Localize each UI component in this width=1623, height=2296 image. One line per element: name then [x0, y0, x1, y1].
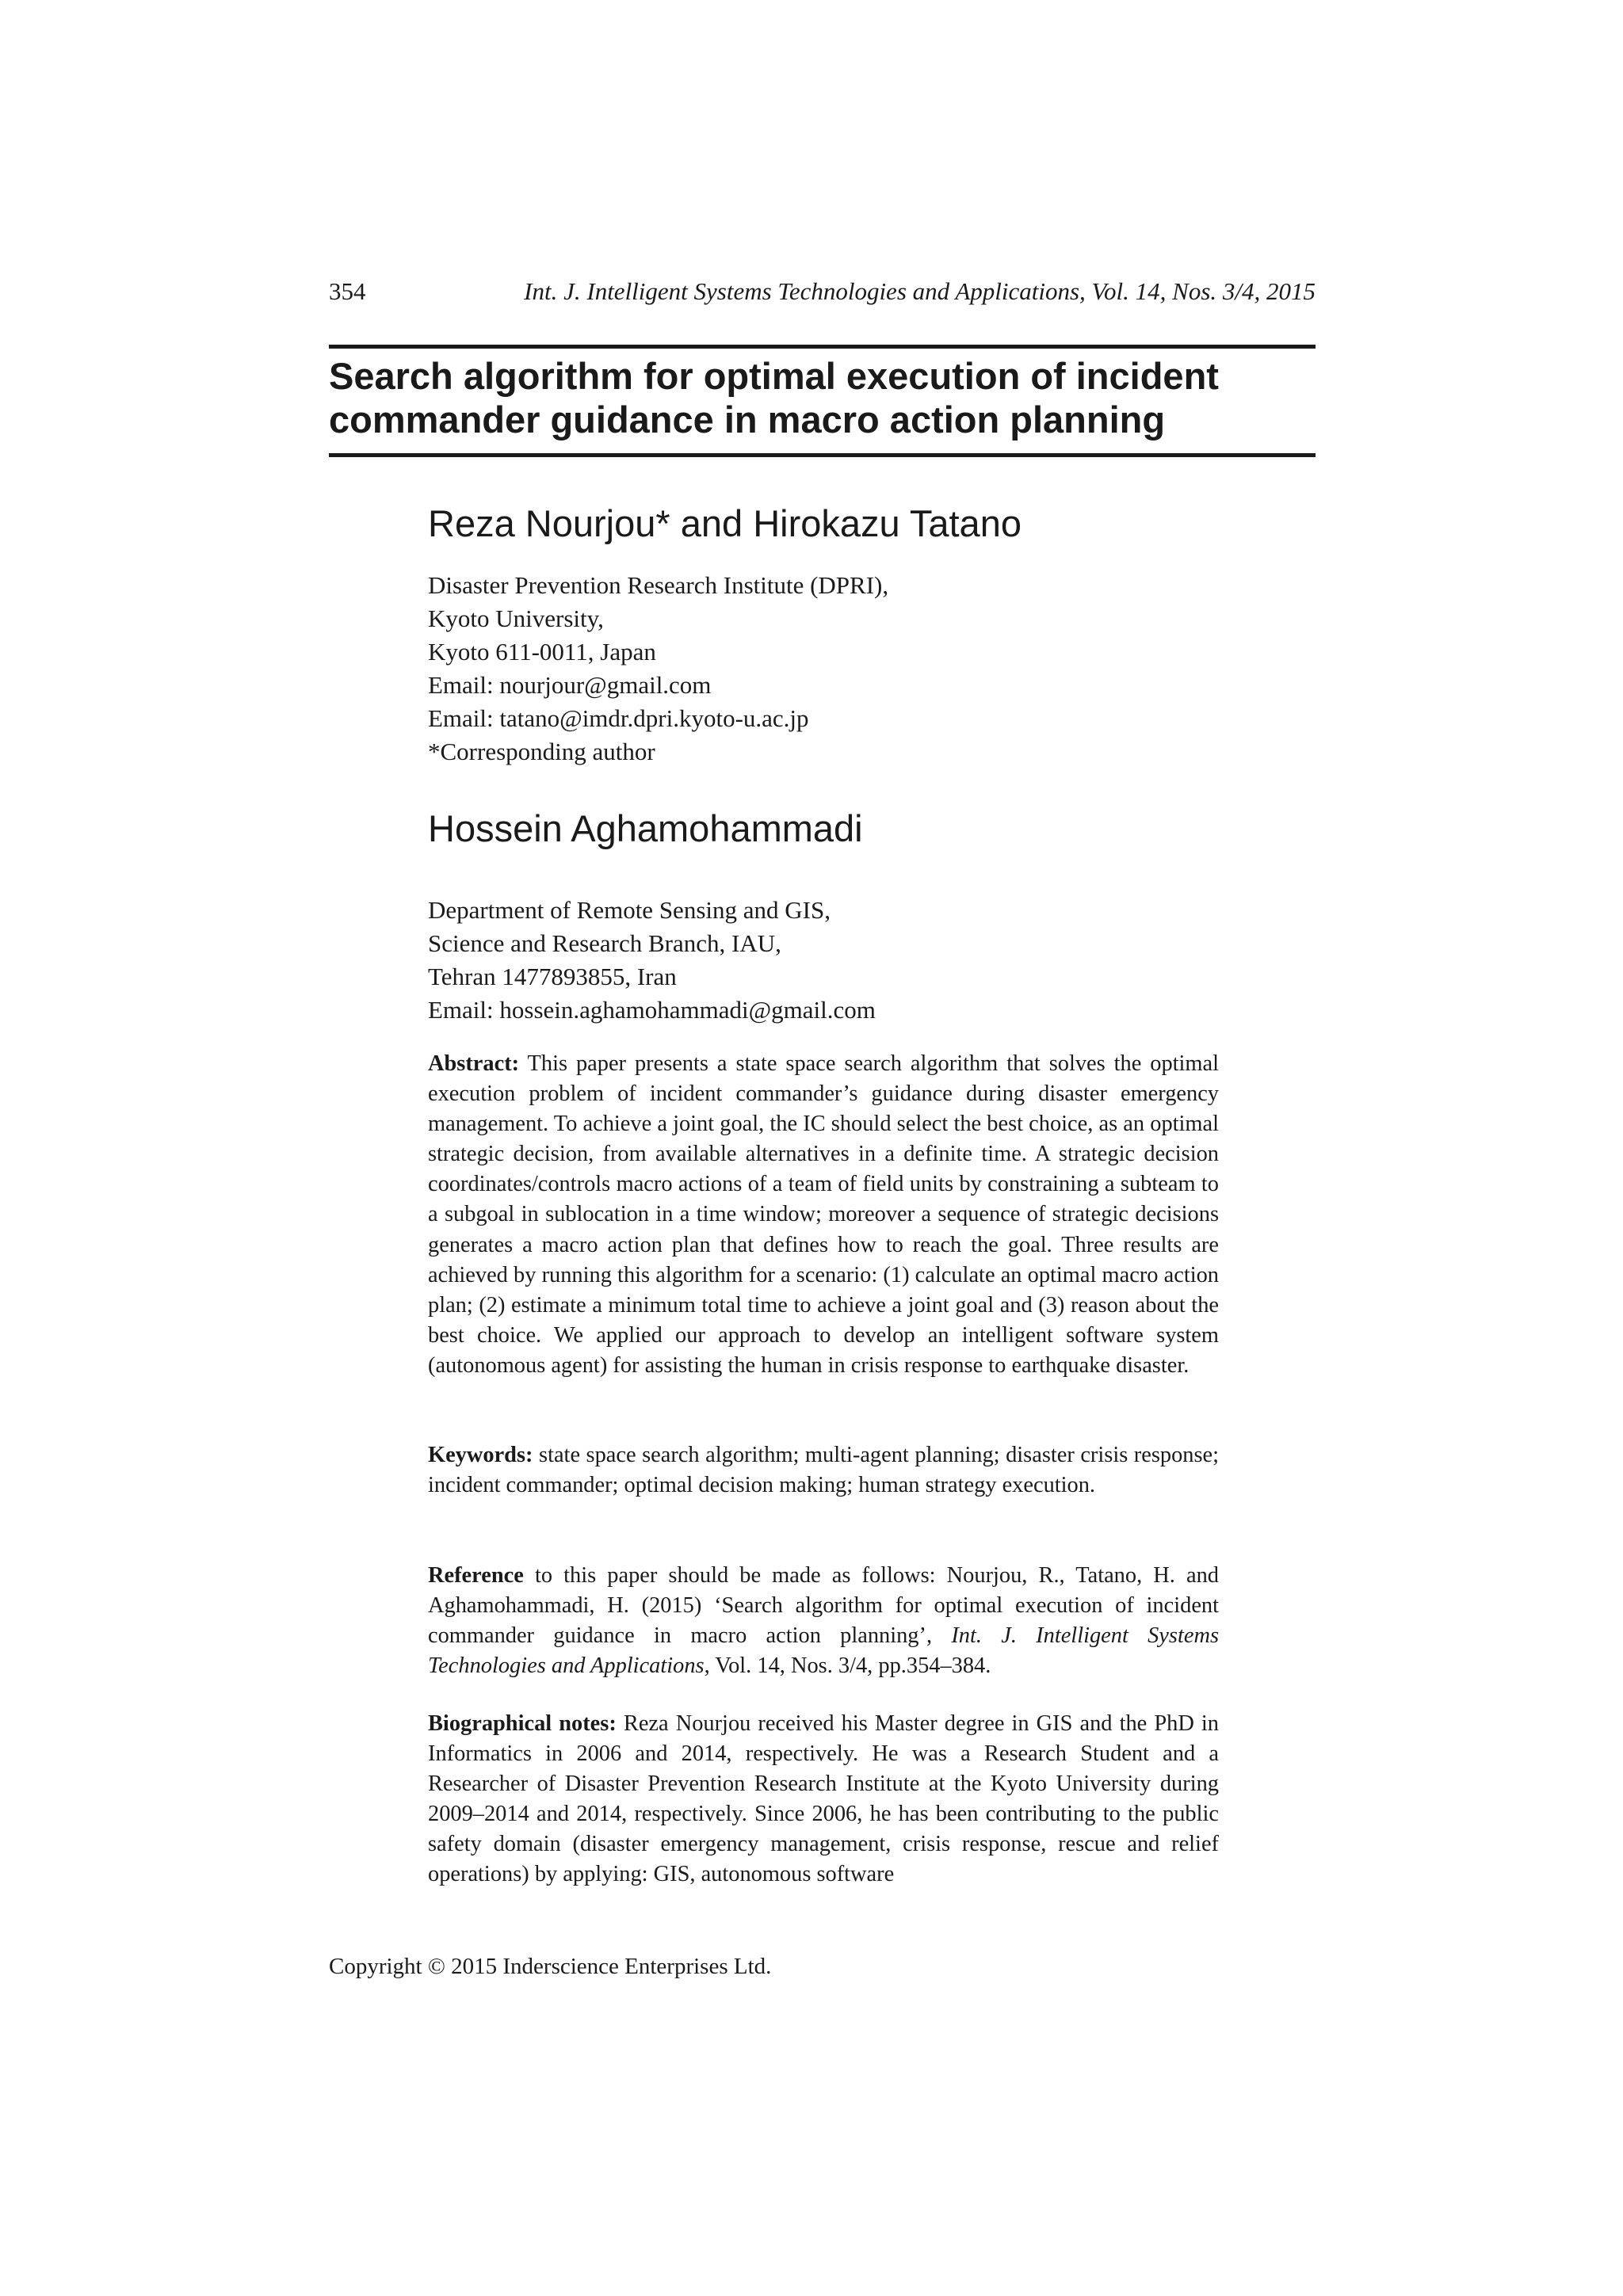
paper-title — [329, 354, 1316, 441]
affiliation-line: Disaster Prevention Research Institute (DPRI), — [428, 571, 889, 599]
author-block-2 — [428, 805, 1220, 1027]
keywords-label: Keywords: — [428, 1443, 533, 1467]
author-email: Email: hossein.aghamohammadi@gmail.com — [428, 996, 876, 1024]
bio-text: Reza Nourjou received his Master degree in GIS and the PhD in Informatics in 2006 and 2014, respectively. He was a Research Student and a Researcher of Disaster Prevention Research Institute at the Kyoto University during 2009–2014 and 2014, respectively. Since 2006, he has been contributing to the public safety domain (disaster emergency management, crisis response, rescue and relief operations) by applying: GIS, autonomous software — [428, 1711, 1219, 1887]
reference-note — [428, 1561, 1219, 1681]
author-block-1 — [428, 500, 1220, 769]
affiliation-line: Kyoto 611-0011, Japan — [428, 638, 656, 666]
title-bottom-rule — [329, 453, 1316, 457]
reference-label: Reference — [428, 1563, 524, 1588]
affiliation-line: Science and Research Branch, IAU, — [428, 929, 781, 957]
abstract-text: This paper presents a state space search algorithm that solves the optimal execution problem of incident commander’s guidance during disaster emergency management. To achieve a joint goal, the IC should select the best choice, as an optimal strategic decision, from available alternatives in a definite time. A strategic decision coordinates/controls macro actions of a team of field units by constraining a subteam to a subgoal in sublocation in a time window; moreover a sequence of strategic decisions generates a macro action plan that defines how to reach the goal. Three results are achieved by running this algorithm for a scenario: (1) calculate an optimal macro action plan; (2) estimate a minimum total time to achieve a joint goal and (3) reason about the best choice. We applied our approach to develop an intelligent software system (autonomous agent) for assisting the human in crisis response to earthquake disaster. — [428, 1051, 1219, 1378]
journal-citation: Int. J. Intelligent Systems Technologies and Applications, Vol. 14, Nos. 3/4, 2015 — [524, 277, 1316, 305]
abstract — [428, 1049, 1219, 1381]
author-email: Email: nourjour@gmail.com — [428, 671, 712, 699]
title-top-rule — [329, 345, 1316, 349]
reference-text: to this paper should be made as follows: Nourjou, R., Tatano, H. and Aghamohammadi, H. (2015) ‘Search algorithm for optimal execution of incident commander guidance in macro action planning’, — [428, 1563, 1219, 1649]
affiliation-line: Tehran 1477893855, Iran — [428, 963, 677, 990]
biographical-notes — [428, 1709, 1219, 1890]
author-names: Hossein Aghamohammadi — [428, 807, 863, 849]
affiliation-line: Department of Remote Sensing and GIS, — [428, 896, 831, 924]
reference-volume: , Vol. 14, Nos. 3/4, pp.354–384. — [704, 1653, 991, 1679]
abstract-label: Abstract: — [428, 1051, 520, 1076]
copyright-notice: Copyright © 2015 Inderscience Enterprises Ltd. — [329, 1954, 772, 1979]
author-email: Email: tatano@imdr.dpri.kyoto-u.ac.jp — [428, 704, 809, 732]
author-names: Reza Nourjou* and Hirokazu Tatano — [428, 502, 1022, 544]
paper-title-line-2: commander guidance in macro action planning — [329, 399, 1166, 441]
keywords-text: state space search algorithm; multi-agent planning; disaster crisis response; incident commander; optimal decision making; human strategy execution. — [428, 1443, 1219, 1498]
paper-title-line-1: Search algorithm for optimal execution of incident — [329, 355, 1219, 397]
affiliation-line: Kyoto University, — [428, 605, 604, 632]
running-header — [329, 274, 1316, 309]
corresponding-author-note: *Corresponding author — [428, 738, 655, 765]
keywords — [428, 1440, 1219, 1501]
reference-journal: Int. J. Intelligent Systems Technologies and Applications — [428, 1623, 1219, 1679]
page-number: 354 — [329, 277, 366, 305]
bio-label: Biographical notes: — [428, 1711, 617, 1736]
